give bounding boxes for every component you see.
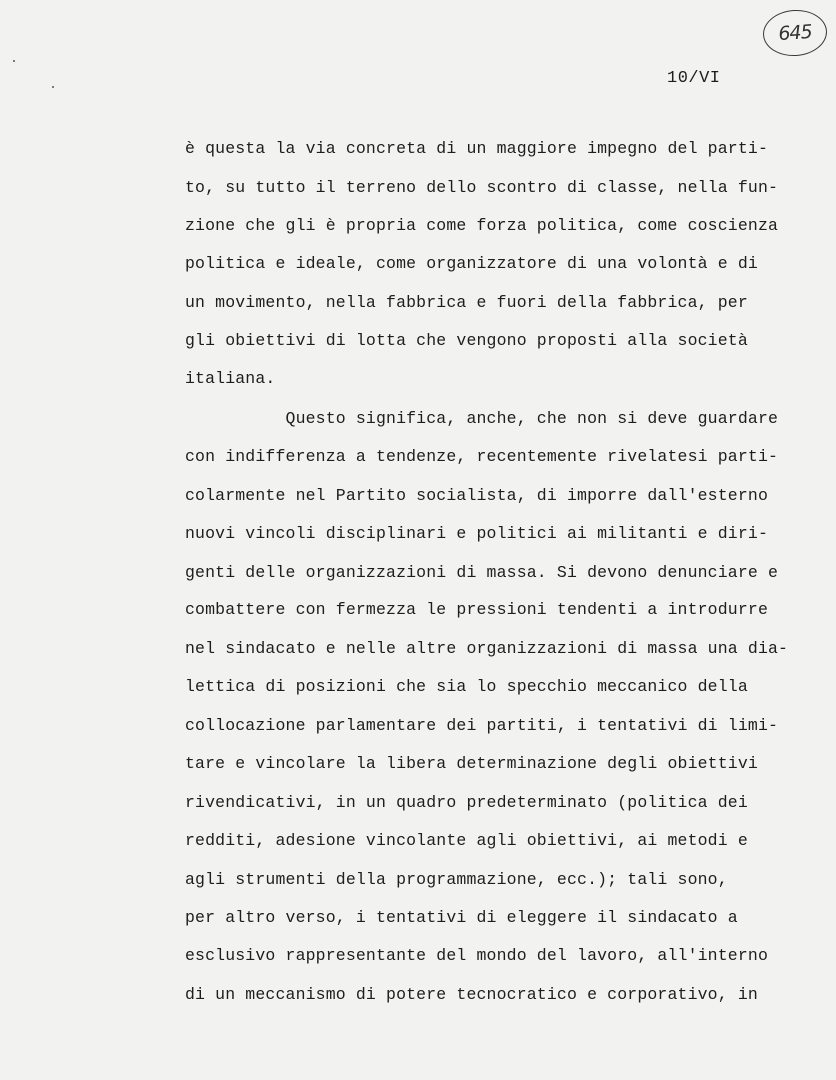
archive-number-stamp: 645 bbox=[761, 8, 828, 58]
text-line: per altro verso, i tentativi di eleggere il sindacato a bbox=[185, 908, 738, 927]
text-line: Questo significa, anche, che non si deve guardare bbox=[185, 409, 779, 428]
paper-speck bbox=[52, 86, 54, 88]
text-line: italiana. bbox=[185, 369, 276, 388]
paper-speck bbox=[13, 60, 15, 62]
text-line: tare e vincolare la libera determinazione degli obiettivi bbox=[185, 754, 758, 773]
text-line: con indifferenza a tendenze, recentemente rivelatesi parti- bbox=[185, 447, 779, 466]
text-line: politica e ideale, come organizzatore di una volontà e di bbox=[185, 254, 758, 273]
text-line: collocazione parlamentare dei partiti, i tentativi di limi- bbox=[185, 716, 779, 735]
text-line: nuovi vincoli disciplinari e politici ai militanti e diri- bbox=[185, 524, 768, 543]
text-line: genti delle organizzazioni di massa. Si devono denunciare e bbox=[185, 563, 779, 582]
text-line: gli obiettivi di lotta che vengono proposti alla società bbox=[185, 331, 748, 350]
text-line: rivendicativi, in un quadro predeterminato (politica dei bbox=[185, 793, 748, 812]
text-line: un movimento, nella fabbrica e fuori della fabbrica, per bbox=[185, 293, 748, 312]
text-line: zione che gli è propria come forza politica, come coscienza bbox=[185, 216, 779, 235]
text-line: combattere con fermezza le pressioni tendenti a introdurre bbox=[185, 600, 768, 619]
text-line: to, su tutto il terreno dello scontro di classe, nella fun- bbox=[185, 178, 779, 197]
text-line: di un meccanismo di potere tecnocratico e corporativo, in bbox=[185, 985, 758, 1004]
text-line: agli strumenti della programmazione, ecc.); tali sono, bbox=[185, 870, 728, 889]
text-line: redditi, adesione vincolante agli obiettivi, ai metodi e bbox=[185, 831, 748, 850]
text-line: colarmente nel Partito socialista, di imporre dall'esterno bbox=[185, 486, 768, 505]
page-number: 10/VI bbox=[667, 69, 721, 88]
text-line: è questa la via concreta di un maggiore impegno del parti- bbox=[185, 139, 768, 158]
text-line: nel sindacato e nelle altre organizzazioni di massa una dia- bbox=[185, 639, 789, 658]
text-line: esclusivo rappresentante del mondo del lavoro, all'interno bbox=[185, 946, 768, 965]
text-line: lettica di posizioni che sia lo specchio meccanico della bbox=[185, 677, 748, 696]
